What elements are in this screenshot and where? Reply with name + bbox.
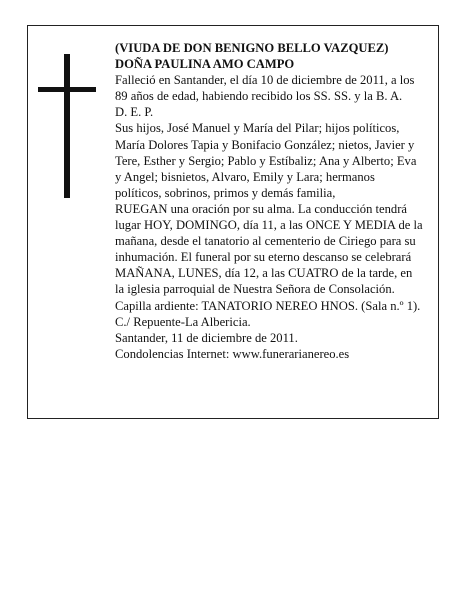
- funeral-request: RUEGAN una oración por su alma. La conducción tendrá lugar HOY, DOMINGO, día 11, a las ONCE Y MEDIA de la mañana, desde el tanatorio al cementerio de Ciriego para su inhumación. El funeral por su eterno descanso se celebrará MAÑANA, LUNES, día 12, a las CUATRO de la tarde, en la iglesia parroquial de Nuestra Señora de Consolación.: [115, 201, 423, 297]
- cross-icon: [38, 54, 96, 198]
- rip-line: D. E. P.: [115, 105, 154, 120]
- cross-horizontal-bar: [38, 87, 96, 92]
- family-list: Sus hijos, José Manuel y María del Pilar; hijos políticos, María Dolores Tapia y Bonifacio González; nietos, Javier y Tere, Esther y Sergio; Pablo y Estíbaliz; Ana y Alberto; Eva y Angel; bisnietos, Alvaro, Emily y Lara; hermanos políticos, sobrinos, primos y demás familia,: [115, 121, 417, 200]
- condolences-line: Condolencias Internet: www.funerarianereo.es: [115, 346, 350, 361]
- widow-line: (VIUDA DE DON BENIGNO BELLO VAZQUEZ): [115, 41, 389, 55]
- cross-vertical-bar: [64, 54, 70, 198]
- chapel-info: Capilla ardiente: TANATORIO NEREO HNOS. (Sala n.º 1). C./ Repuente-La Albericia.: [115, 298, 421, 329]
- date-place: Santander, 11 de diciembre de 2011.: [115, 330, 298, 345]
- obituary-text: [115, 40, 423, 362]
- deceased-name: DOÑA PAULINA AMO CAMPO: [115, 57, 295, 72]
- death-info: Falleció en Santander, el día 10 de diciembre de 2011, a los 89 años de edad, habiendo recibido los SS. SS. y la B. A.: [115, 73, 415, 104]
